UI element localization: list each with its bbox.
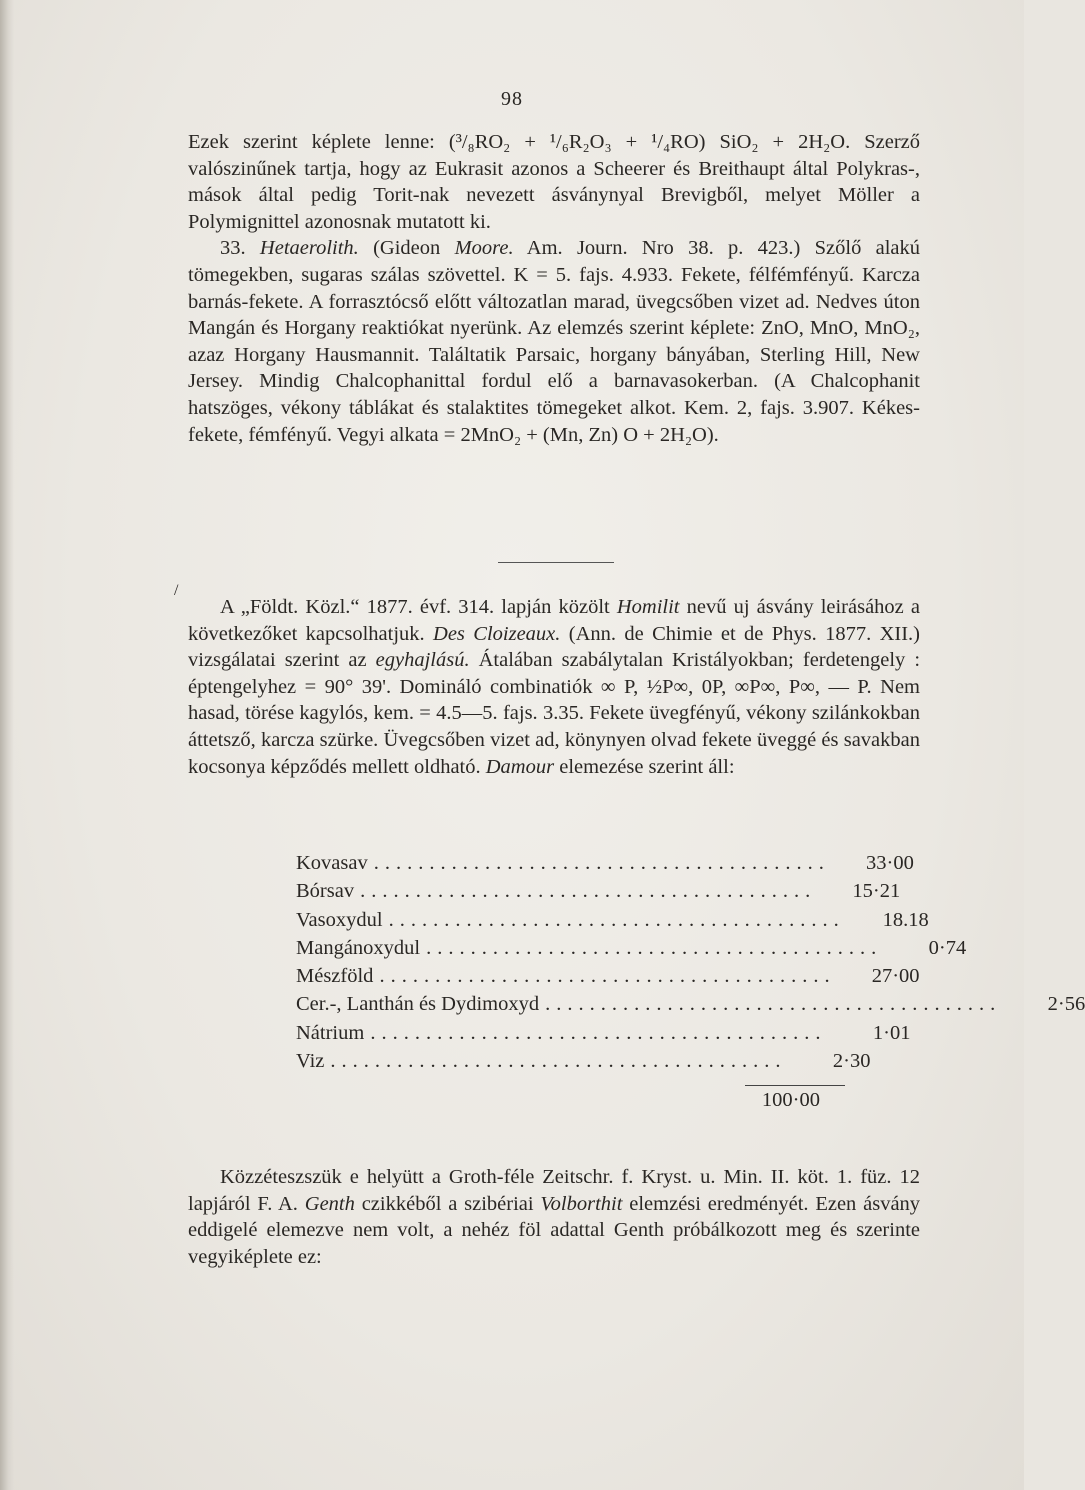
page-number: 98	[501, 88, 523, 110]
leader-dots: .........................................	[426, 936, 883, 959]
component-name: Mészföld	[296, 965, 374, 988]
section-divider	[498, 562, 614, 563]
component-value: 18.18	[882, 908, 929, 931]
analysis-row	[296, 1047, 871, 1075]
leader-dots: .........................................	[545, 993, 1002, 1016]
component-name: Viz	[296, 1050, 325, 1073]
analyst-name: Damour	[485, 755, 555, 778]
paragraph-volborthit	[188, 1164, 920, 1270]
analysis-table	[296, 849, 1085, 1075]
text-run: (Ann. de Chimie et de Phys. 1877. XII.) vizsgálatai szerint az	[188, 622, 921, 672]
mineral-name: Volborthit	[540, 1192, 623, 1215]
component-value: 2·30	[832, 1050, 871, 1073]
page-binding-shadow	[0, 0, 14, 1490]
leader-dots: .........................................	[379, 965, 836, 988]
component-name: Nátrium	[296, 1021, 365, 1044]
text-run: Átalában szabálytalan Kristályokban; ferdetengely : éptengelyhez = 90° 39'. Domináló combinatiók ∞ P, ½P∞, 0P, ∞P∞, P∞, — P. Nem hasad, törése kagylós, kem. = 4.5—5. fajs. 3.35. Fekete üvegfényű, vékony szilánkokban áttetsző, karcza szürke. Üvegcsőben vizet ad, könynyen olvad fekete üveggé és savakban kocsonya képződés mellett oldható.	[188, 649, 921, 778]
analysis-row	[296, 990, 1085, 1018]
component-value: 15·21	[852, 880, 901, 903]
component-name: Mangánoxydul	[296, 936, 421, 959]
component-value: 0·74	[928, 936, 967, 959]
component-value: 33·00	[866, 852, 914, 874]
leader-dots: .........................................	[370, 1021, 827, 1044]
text-block-homilit	[188, 594, 920, 780]
leader-dots: .........................................	[330, 1050, 787, 1073]
mineral-name: Homilit	[616, 596, 680, 618]
author-name: Des Cloizeaux.	[433, 622, 561, 645]
analysis-total: 100·00	[761, 1089, 820, 1111]
analysis-row	[296, 877, 901, 905]
text-run: nevű uj ásvány leirásához a következőket kapcsolhatjuk.	[188, 596, 921, 645]
mineral-name: Hetaerolith.	[259, 237, 359, 260]
analysis-row	[296, 934, 967, 962]
component-name: Kovasav	[296, 852, 368, 874]
component-value: 2·56	[1047, 993, 1085, 1016]
margin-mark: /	[174, 582, 179, 599]
paragraph-homilit	[188, 594, 920, 780]
text-run: elemezése szerint áll:	[559, 755, 735, 778]
text-run: A „Földt. Közl.“ 1877. évf. 314. lapján közölt	[220, 596, 610, 618]
sum-rule	[745, 1085, 845, 1086]
author-name: Moore.	[454, 237, 514, 260]
component-name: Bórsav	[296, 880, 355, 903]
entry-number: 33.	[220, 237, 246, 260]
paragraph-hetaerolith	[188, 235, 920, 448]
text-run: czikkéből a szibériai	[361, 1192, 534, 1215]
analysis-row	[296, 1019, 911, 1047]
component-value: 1·01	[872, 1021, 911, 1044]
paragraph-body: Am. Journ. Nro 38. p. 423.) Szőlő alakú tömegekben, sugaras szálas szövettel. K = 5. fajs. 4.933. Fekete, félfémfényű. Karcza barnás-fekete. A forrasztócső előtt változatlan marad, üvegcsőben vizet ad. Nedves úton Mangán és Horgany reaktiókat nyerünk. Az elemzés szerint képlete: ZnO, MnO, MnO₂, azaz Horgany Hausmannit. Találtatik Parsaic, horgany bányában, Sterling Hill, New Jersey. Mindig Chalcophanittal fordul elő a barnavasokerban. (A Chalcophanit hatszöges, vékony táblákat és stalaktites tömegeket alkot. Kem. 2, fajs. 3.907. Kékes-fekete, fémfényű. Vegyi alkata = 2MnO₂ + (Mn, Zn) O + 2H₂O).	[188, 237, 921, 446]
text-run: Közzéteszszük e helyütt a Groth-féle Zeitschr. f. Kryst. u. Min. II. köt. 1. füz. 12 lapjáról F. A.	[188, 1166, 920, 1215]
term: egyhajlású.	[375, 649, 470, 672]
analysis-row	[296, 849, 914, 877]
component-value: 27·00	[871, 965, 920, 988]
paragraph-eukrasit: Ezek szerint képlete lenne: (³/₈RO₂ + ¹/₆R₂O₃ + ¹/₄RO) SiO₂ + 2H₂O. Szerző valószinűnek tartja, hogy az Eukrasit azonos a Scheerer és Breithaupt által Polykras-, mások által pedig Torit-nak nevezett ásványnyal Brevigből, melyet Möller a Polymignittel azonosnak mutatott ki.	[188, 131, 920, 233]
leader-dots: .........................................	[388, 908, 845, 931]
analysis-row	[296, 906, 929, 934]
component-name: Vasoxydul	[296, 908, 383, 931]
text-run: elemzési eredményét. Ezen ásvány eddigelé elemezve nem volt, a nehéz föl adattal Genth próbálkozott meg és szerinte vegyiképlete ez:	[188, 1192, 921, 1268]
text-block-volborthit	[188, 1164, 920, 1270]
analysis-row	[296, 962, 920, 990]
reference-open: (Gideon	[373, 237, 441, 260]
author-name: Genth	[304, 1192, 355, 1215]
text-block-top	[188, 129, 920, 448]
leader-dots: .........................................	[360, 880, 817, 903]
component-name: Cer.-, Lanthán és Dydimoxyd	[296, 993, 540, 1016]
leader-dots: .........................................	[373, 852, 830, 874]
